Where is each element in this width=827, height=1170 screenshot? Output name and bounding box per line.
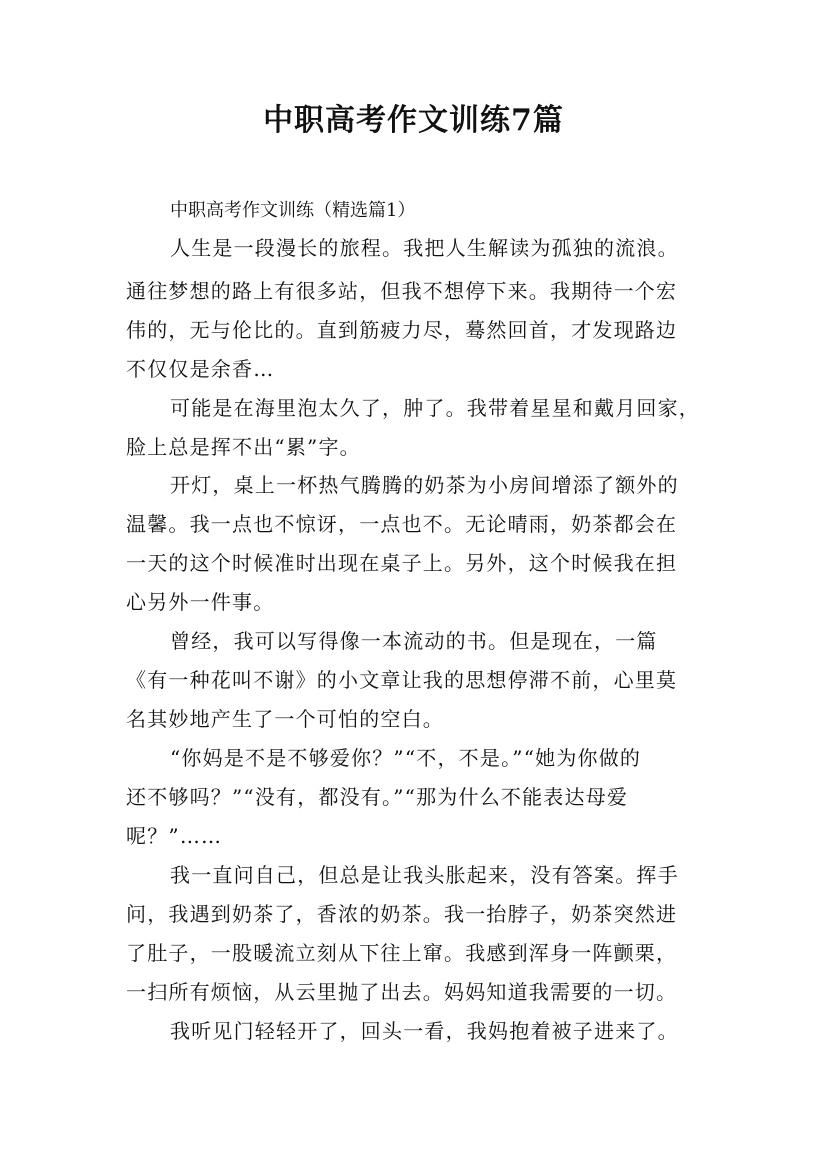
text-line: 开灯，桌上一杯热气腾腾的奶茶为小房间增添了额外的 (170, 473, 679, 497)
text-line: 我一直问自己，但总是让我头胀起来，没有答案。挥手 (170, 863, 679, 887)
text-line: 了肚子，一股暖流立刻从下往上窜。我感到浑身一阵颤栗， (126, 941, 678, 965)
text-line: 《有一种花叫不谢》的小文章让我的思想停滞不前，心里莫 (126, 668, 678, 692)
text-line: 名其妙地产生了一个可怕的空白。 (126, 707, 444, 731)
text-line: 一天的这个时候准时出现在桌子上。另外，这个时候我在担 (126, 551, 678, 575)
text-line: 一扫所有烦恼，从云里抛了出去。妈妈知道我需要的一切。 (126, 980, 678, 1004)
text-line: 通往梦想的路上有很多站，但我不想停下来。我期待一个宏 (126, 279, 678, 303)
text-line: 呢？”…… (126, 824, 223, 848)
text-line: 问，我遇到奶茶了，香浓的奶茶。我一抬脖子，奶茶突然进 (126, 902, 678, 926)
text-line: 脸上总是挥不出“累”字。 (126, 435, 361, 459)
document-title: 中职高考作文训练7篇 (263, 103, 564, 138)
text-line: 温馨。我一点也不惊讶，一点也不。无论晴雨，奶茶都会在 (126, 512, 678, 536)
text-line: 可能是在海里泡太久了，肿了。我带着星星和戴月回家， (170, 396, 700, 420)
text-line: 心另外一件事。 (126, 590, 275, 614)
text-line: “你妈是不是不够爱你？”“不，不是。”“她为你做的 (170, 746, 642, 770)
text-line: 不仅仅是余香… (126, 357, 275, 381)
text-line: 人生是一段漫长的旅程。我把人生解读为孤独的流浪。 (170, 236, 679, 260)
text-line: 还不够吗？”“没有，都没有。”“那为什么不能表达母爱 (126, 785, 629, 809)
text-line: 伟的，无与伦比的。直到筋疲力尽，蓦然回首，才发现路边 (126, 318, 678, 342)
section-heading: 中职高考作文训练（精选篇1） (170, 200, 416, 221)
text-line: 曾经，我可以写得像一本流动的书。但是现在，一篇 (170, 629, 658, 653)
text-line: 我听见门轻轻开了，回头一看，我妈抱着被子进来了。 (170, 1019, 679, 1043)
